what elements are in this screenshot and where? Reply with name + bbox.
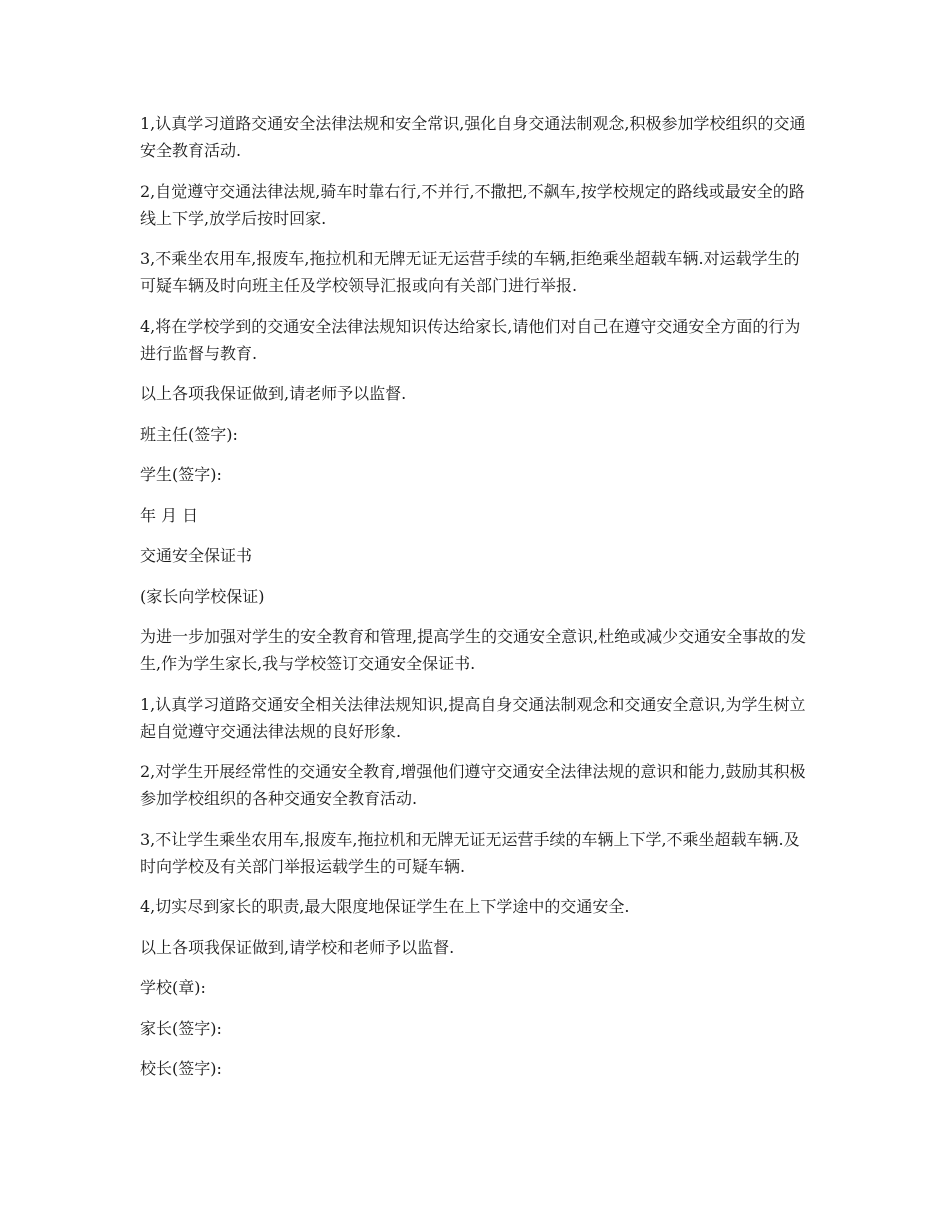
student-clause-4: 4,将在学校学到的交通安全法律法规知识传达给家长,请他们对自己在遵守交通安全方面的行为进行监督与教育. <box>140 316 801 363</box>
parent-clause-3: 3,不让学生乘坐农用车,报废车,拖拉机和无牌无证无运营手续的车辆上下学,不乘坐超载车辆.及时向学校及有关部门举报运载学生的可疑车辆. <box>140 829 800 876</box>
parent-clause-4: 4,切实尽到家长的职责,最大限度地保证学生在上下学途中的交通安全. <box>140 897 630 916</box>
section-title: 交通安全保证书 <box>140 546 253 565</box>
parent-clause-2: 2,对学生开展经常性的交通安全教育,增强他们遵守交通安全法律法规的意识和能力,鼓励其积极参加学校组织的各种交通安全教育活动. <box>140 762 806 808</box>
student-pledge-statement: 以上各项我保证做到,请老师予以监督. <box>140 384 407 403</box>
student-signature-line: 学生(签字): <box>140 465 222 484</box>
section-subtitle: (家长向学校保证) <box>140 586 265 606</box>
parent-pledge-statement: 以上各项我保证做到,请学校和老师予以监督. <box>140 937 455 957</box>
parent-intro: 为进一步加强对学生的安全教育和管理,提高学生的交通安全意识,杜绝或减少交通安全事故的发生,作为学生家长,我与学校签订交通安全保证书. <box>140 627 807 673</box>
student-clause-1: 1,认真学习道路交通安全法律法规和安全常识,强化自身交通法制观念,积极参加学校组织的交通安全教育活动. <box>140 114 806 160</box>
parent-clause-1: 1,认真学习道路交通安全相关法律法规知识,提高自身交通法制观念和交通安全意识,为学生树立起自觉遵守交通法律法规的良好形象. <box>140 694 806 741</box>
date-line: 年 月 日 <box>140 505 199 525</box>
student-clause-2: 2,自觉遵守交通法律法规,骑车时靠右行,不并行,不撒把,不飙车,按学校规定的路线或最安全的路线上下学,放学后按时回家. <box>140 181 805 228</box>
school-seal-line: 学校(章): <box>140 978 206 997</box>
document-body <box>140 110 812 1096</box>
head-teacher-signature-line: 班主任(签字): <box>140 424 238 444</box>
parent-signature-line: 家长(签字): <box>140 1018 222 1038</box>
principal-signature-line: 校长(签字): <box>140 1059 222 1078</box>
student-clause-3: 3,不乘坐农用车,报废车,拖拉机和无牌无证无运营手续的车辆,拒绝乘坐超载车辆.对运载学生的可疑车辆及时向班主任及学校领导汇报或向有关部门进行举报. <box>140 249 800 295</box>
